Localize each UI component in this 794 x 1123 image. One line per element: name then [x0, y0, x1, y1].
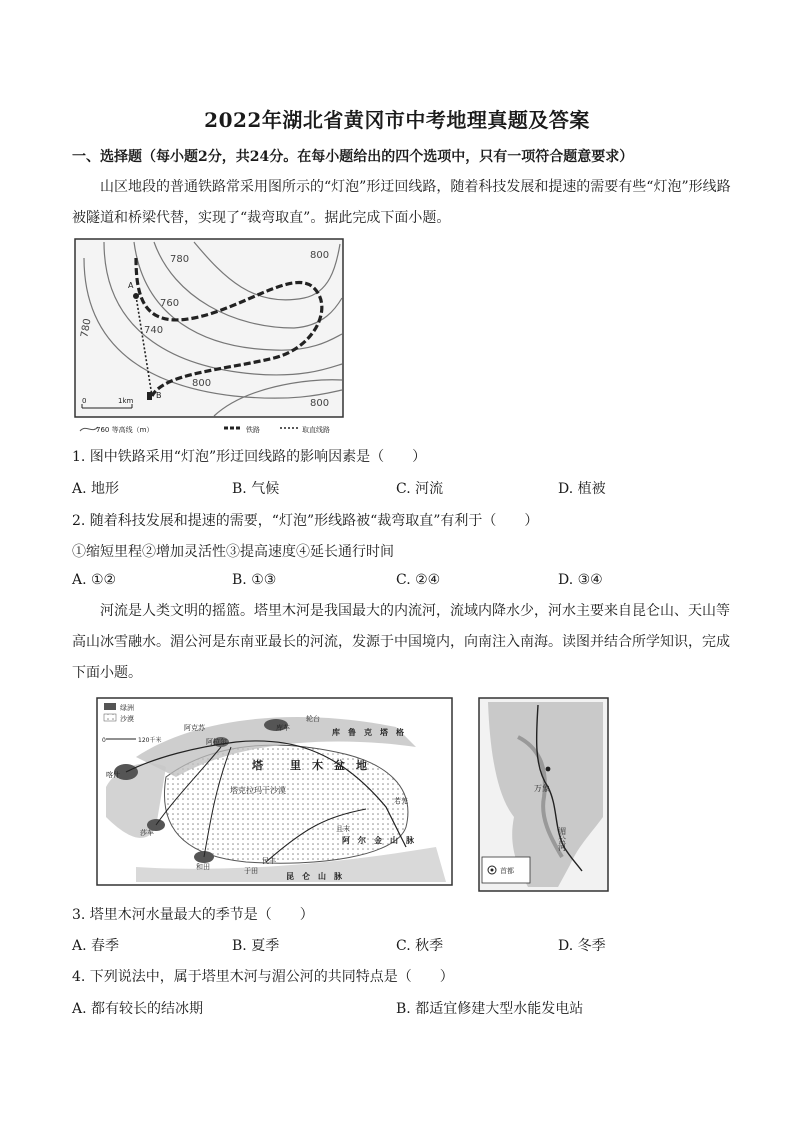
- option-a[interactable]: A. 春季: [72, 938, 120, 954]
- scale-zero: 0: [82, 397, 87, 405]
- contour-label: 760: [160, 298, 180, 309]
- point-a-label: A: [128, 281, 134, 290]
- label-tali: 塔: [252, 759, 263, 772]
- figure-contour-map: [74, 238, 346, 438]
- label-shache: 莎车: [140, 829, 154, 837]
- label-taklamakan: 塔克拉玛干沙漠: [230, 786, 286, 795]
- question-1-options: [72, 478, 732, 498]
- contour-label: 800: [192, 378, 212, 389]
- option-b[interactable]: B. 气候: [232, 481, 280, 497]
- contour-label: 800: [310, 398, 330, 409]
- label-vientiane: 万象: [534, 784, 550, 793]
- legend-straight: 取直线路: [302, 426, 330, 434]
- legend-oasis: 绿洲: [120, 704, 134, 712]
- legend-capital: 首都: [500, 867, 514, 875]
- point-b-label: B: [156, 391, 162, 400]
- label-luntai: 轮台: [306, 715, 320, 723]
- question-1-stem: 1. 图中铁路采用“灯泡”形迂回线路的影响因素是（ ）: [72, 449, 427, 465]
- option-c[interactable]: C. 河流: [396, 481, 444, 497]
- label-kuruktag: 库 鲁 克 塔 格: [332, 728, 404, 737]
- question-2-options: [72, 572, 732, 592]
- option-b[interactable]: B. ①③: [232, 572, 277, 588]
- contour-label: 780: [79, 317, 94, 339]
- label-limu: 里 木 盆 地: [290, 759, 367, 772]
- section-heading: 一、选择题（每小题2分，共24分。在每小题给出的四个选项中，只有一项符合题意要求）: [72, 149, 634, 165]
- label-alar: 阿拉尔: [206, 738, 227, 746]
- legend-contour: 760 等高线（m）: [96, 426, 154, 434]
- contour-label: 800: [310, 250, 330, 261]
- option-d[interactable]: D. 植被: [558, 481, 606, 497]
- figure-tarim-map: [96, 697, 454, 887]
- question-3-stem: 3. 塔里木河水量最大的季节是（ ）: [72, 907, 314, 923]
- question-3-options: [72, 935, 732, 955]
- question-2-stem: 2. 随着科技发展和提速的需要，“灯泡”形线路被“裁弯取直”有利于（ ）: [72, 513, 539, 529]
- label-minfeng: 民丰: [262, 857, 276, 865]
- label-qiemo: 且末: [336, 825, 350, 833]
- figure-mekong-map: [478, 697, 610, 893]
- scale-label: 120千米: [138, 737, 162, 744]
- label-hetian: 和田: [196, 863, 210, 871]
- passage-1: 山区地段的普通铁路常采用图所示的“灯泡”形迂回线路，随着科技发展和提速的需要有些“灯泡”形线路被隧道和桥梁代替，实现了“裁弯取直”。据此完成下面小题。: [72, 179, 731, 226]
- option-b[interactable]: B. 夏季: [232, 938, 280, 954]
- option-a[interactable]: A. ①②: [72, 572, 117, 588]
- question-4-options: [72, 998, 732, 1018]
- label-yutian: 于田: [244, 867, 258, 875]
- option-c[interactable]: C. ②④: [396, 572, 441, 588]
- legend-rail: 铁路: [246, 426, 260, 434]
- option-d[interactable]: D. 冬季: [558, 938, 606, 954]
- contour-label: 740: [144, 325, 164, 336]
- label-mekong: 湄公河: [557, 827, 567, 851]
- label-kunlun: 昆 仑 山 脉: [286, 872, 342, 881]
- page-title: 2022年湖北省黄冈市中考地理真题及答案: [204, 108, 590, 132]
- legend-desert: 沙漠: [120, 715, 134, 723]
- option-a[interactable]: A. 都有较长的结冰期: [72, 1001, 204, 1017]
- label-aksu: 阿克苏: [184, 724, 205, 732]
- question-4-stem: 4. 下列说法中，属于塔里木河与湄公河的共同特点是（ ）: [72, 969, 454, 985]
- option-b[interactable]: B. 都适宜修建大型水能发电站: [396, 1001, 584, 1017]
- passage-2: 河流是人类文明的摇篮。塔里木河是我国最大的内流河，流域内降水少，河水主要来自昆仑山、天山等高山冰雪融水。湄公河是东南亚最长的河流，发源于中国境内，向南注入南海。读图并结合所学知识，完成下面小题。: [72, 603, 730, 681]
- option-c[interactable]: C. 秋季: [396, 938, 444, 954]
- label-kashgar: 喀什: [106, 771, 120, 779]
- label-altun: 阿 尔 金 山 脉: [342, 836, 414, 845]
- scale-label: 1km: [118, 397, 134, 405]
- question-2-statements: ①缩短里程②增加灵活性③提高速度④延长通行时间: [72, 544, 394, 560]
- option-a[interactable]: A. 地形: [72, 481, 120, 497]
- option-d[interactable]: D. ③④: [558, 572, 603, 588]
- label-kuche: 库车: [276, 724, 290, 732]
- label-ruoqiang: 若羌: [394, 797, 408, 805]
- contour-label: 780: [170, 254, 190, 265]
- scale-zero: 0: [102, 737, 106, 744]
